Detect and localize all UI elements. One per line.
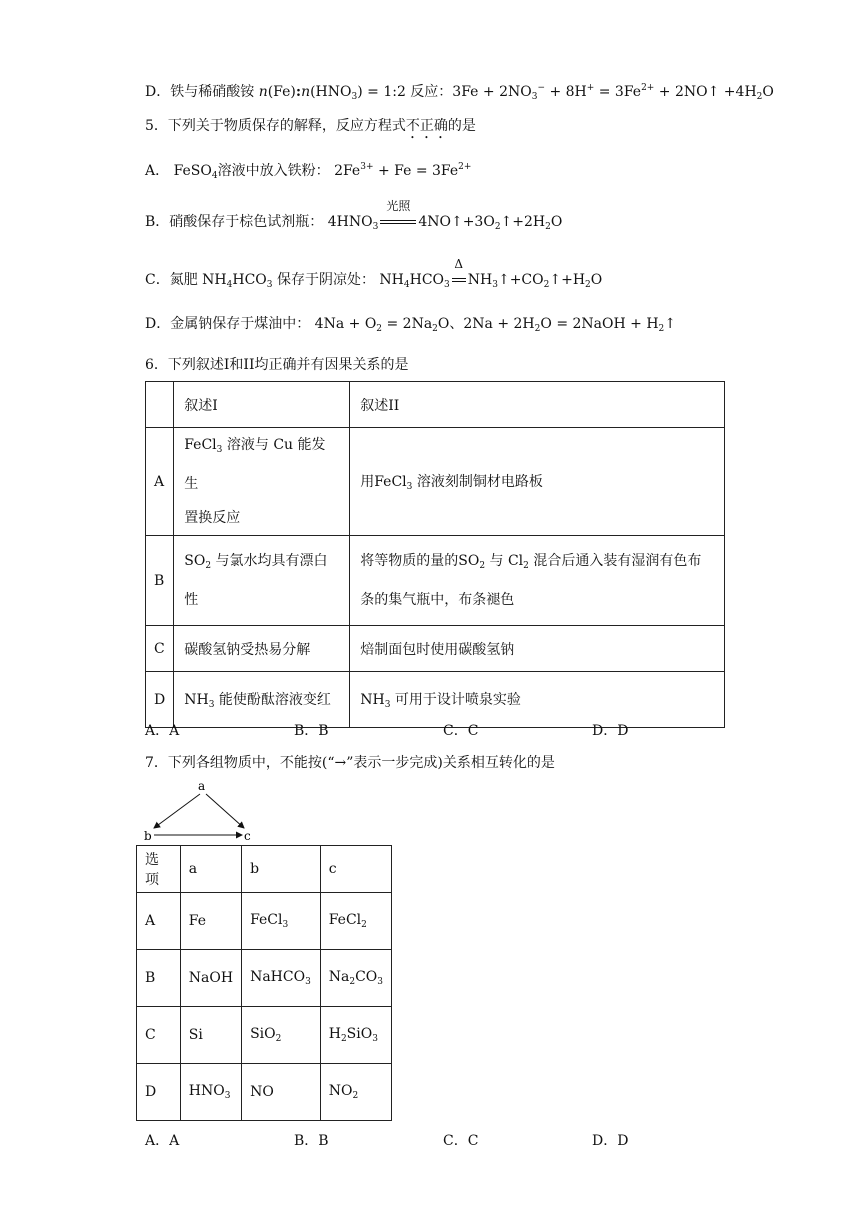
row-s2: 焙制面包时使用碳酸氢钠 <box>350 626 725 672</box>
q5-option-a: A． FeSO$_4$溶液中放入铁粉： $2Fe^{3+} + Fe = 3Fe^{2+}$ <box>145 162 472 181</box>
row-s1: $SO_2$ 与氯水均具有漂白 性 <box>174 536 350 626</box>
q6-stem: 6．下列叙述I和II均正确并有因果关系的是 <box>145 357 409 373</box>
s1-line2: 性 <box>184 592 199 608</box>
s2-post: 可用于设计喷泉实验 <box>394 692 521 708</box>
q5d-label: D．金属钠保存于煤油中： <box>145 316 311 332</box>
s1-cu: Cu <box>273 437 294 453</box>
s1-post: 能使酚酞溶液变红 <box>218 692 331 708</box>
row-key: A <box>146 428 174 536</box>
q7-choice-a[interactable]: A．A <box>145 1133 180 1149</box>
s1-post: 与氯水均具有漂白 <box>215 553 328 569</box>
q7-choice-d[interactable]: D．D <box>592 1133 629 1149</box>
row-key: B <box>137 950 181 1007</box>
cell-a: NaOH <box>180 950 241 1007</box>
s1-line2: 置换反应 <box>184 510 241 526</box>
table-header-row <box>146 382 725 428</box>
row-key: C <box>146 626 174 672</box>
row-key: D <box>146 672 174 728</box>
row-key: C <box>137 1007 181 1064</box>
s2-post: 混合后通入装有湿润有色布 <box>533 553 702 569</box>
s2-pre: 用 <box>360 474 375 490</box>
row-s1: 碳酸氢钠受热易分解 <box>174 626 350 672</box>
header-option: 选项 <box>137 846 181 893</box>
cell-b: FeCl$_3$ <box>242 893 321 950</box>
q5-stem-b: 的是 <box>447 118 476 134</box>
row-s1: $NH_3$ 能使酚酞溶液变红 <box>174 672 350 728</box>
node-b: b <box>144 829 152 843</box>
cell-a: Fe <box>180 893 241 950</box>
table-row <box>146 428 725 536</box>
q6-choice-d[interactable]: D．D <box>592 723 629 739</box>
q6-choice-a[interactable]: A．A <box>145 723 180 739</box>
q5-stem-emph: 不正确 <box>405 118 448 134</box>
cell-a: $HNO_3$ <box>180 1064 241 1121</box>
table-row <box>137 950 392 1007</box>
row-s2: $NH_3$ 可用于设计喷泉实验 <box>350 672 725 728</box>
q7-stem: 7．下列各组物质中，不能按(“→”表示一步完成)关系相互转化的是 <box>145 755 555 771</box>
node-a: a <box>198 780 206 793</box>
light-condition-arrow <box>378 199 418 232</box>
q5d-sep: 、 <box>449 316 464 332</box>
q6-choice-b[interactable]: B．B <box>294 723 329 739</box>
s2-pre: 将等物质的量的 <box>360 553 459 569</box>
table-row <box>146 626 725 672</box>
heat-condition-arrow <box>450 257 468 290</box>
s2-post: 溶液刻制铜材电路板 <box>416 474 543 490</box>
row-s2: 用FeCl$_3$ 溶液刻制铜材电路板 <box>350 428 725 536</box>
table-row <box>146 536 725 626</box>
row-key: B <box>146 536 174 626</box>
table-row <box>137 893 392 950</box>
q5c-cond: Δ <box>454 257 464 271</box>
q6-choice-c[interactable]: C．C <box>443 723 479 739</box>
cell-b: NO <box>242 1064 321 1121</box>
q5a-label: A． <box>145 163 170 179</box>
q6-table <box>145 381 725 728</box>
cell-c: $H_2SiO_3$ <box>320 1007 391 1064</box>
header-s1: 叙述I <box>174 382 350 428</box>
q7-choices <box>145 1130 741 1150</box>
triangle-diagram <box>140 780 270 844</box>
q5c-label: C．氮肥 <box>145 272 198 288</box>
cell-a: Si <box>180 1007 241 1064</box>
q6-choices <box>145 720 741 740</box>
row-s2: 将等物质的量的$SO_2$ 与 $Cl_2$ 混合后通入装有湿润有色布 条的集气瓶中，布条褪色 <box>350 536 725 626</box>
cell-b: NaHCO$_3$ <box>242 950 321 1007</box>
s1-post: 能发生 <box>184 437 326 492</box>
q5-option-b: B．硝酸保存于棕色试剂瓶： $4HNO_3$ 光照 $4NO↑+3O_2↑+2H_2O$ <box>145 212 562 237</box>
q5-stem <box>145 116 476 142</box>
q4-option-d: D．铁与稀硝酸铵 $n(Fe):n(HNO_3)$ = 1:2 反应：$3Fe + 2NO_3^- + 8H^+ = 3Fe^{2+}$ + 2NO↑ $+4H_2O$ <box>145 83 774 102</box>
header-empty <box>146 382 174 428</box>
cell-c: FeCl$_2$ <box>320 893 391 950</box>
arrow-a-c <box>206 794 244 828</box>
arrow-a-b <box>154 794 200 828</box>
s1-pre: 溶液与 <box>226 437 269 453</box>
q7-choice-c[interactable]: C．C <box>443 1133 479 1149</box>
header-c: c <box>320 846 391 893</box>
table-row <box>137 1064 392 1121</box>
header-b: b <box>242 846 321 893</box>
q7-table <box>136 845 392 1121</box>
row-key: A <box>137 893 181 950</box>
cell-b: SiO$_2$ <box>242 1007 321 1064</box>
q5-option-d: D．金属钠保存于煤油中： $4Na + O_2 = 2Na_2O$、$2Na + 2H_2O$ = 2NaOH + $H_2↑$ <box>145 316 676 334</box>
q7-choice-b[interactable]: B．B <box>294 1133 329 1149</box>
row-key: D <box>137 1064 181 1121</box>
s2-mid: 与 <box>489 553 504 569</box>
header-s2: 叙述II <box>350 382 725 428</box>
q5-option-c: C．氮肥 $NH_4HCO_3$ 保存于阴凉处： $NH_4HCO_3$ Δ $NH_3↑+CO_2↑+H_2O$ <box>145 270 602 295</box>
header-a: a <box>180 846 241 893</box>
table-header-row <box>137 846 392 893</box>
table-row <box>137 1007 392 1064</box>
q5a-text: 溶液中放入铁粉： <box>217 163 330 179</box>
cell-c: $Na_2CO_3$ <box>320 950 391 1007</box>
row-s1: FeCl$_3$ 溶液与 Cu 能发生 置换反应 <box>174 428 350 536</box>
q5-stem-a: 5．下列关于物质保存的解释，反应方程式 <box>145 118 406 134</box>
cell-c: $NO_2$ <box>320 1064 391 1121</box>
q5b-label: B．硝酸保存于棕色试剂瓶： <box>145 214 324 230</box>
s2-line2: 条的集气瓶中，布条褪色 <box>360 592 515 608</box>
q4d-label: D．铁与稀硝酸铵 <box>145 84 255 100</box>
q5b-cond: 光照 <box>386 199 411 213</box>
node-c: c <box>244 829 251 843</box>
q5c-mid: 保存于阴凉处： <box>276 272 375 288</box>
